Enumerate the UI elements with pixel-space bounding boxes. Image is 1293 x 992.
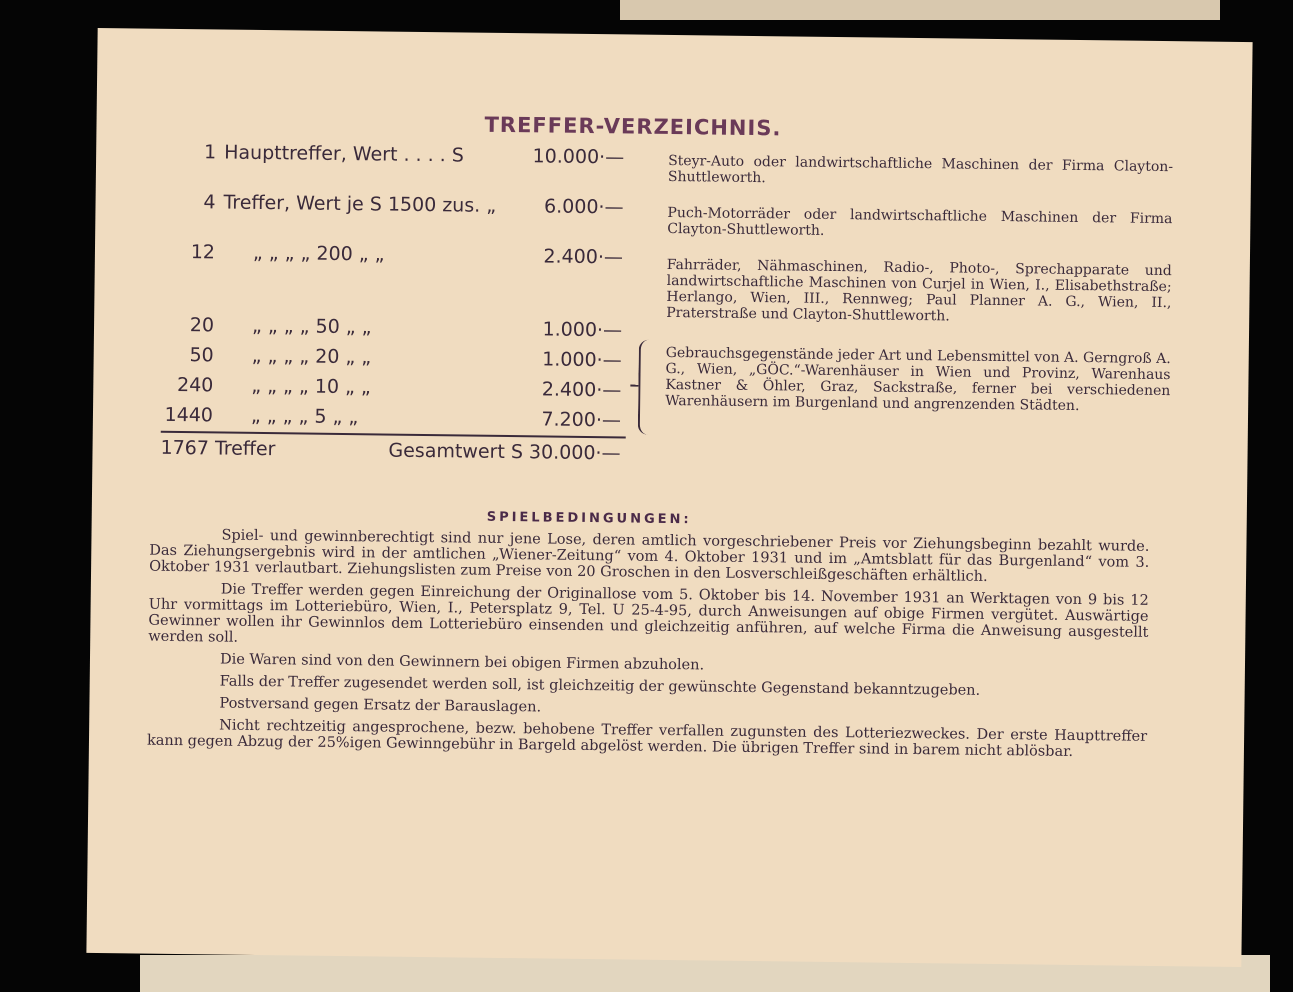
prize-text: „ „ „ „ 20 „ „: [251, 344, 372, 369]
total-count: 1767 Treffer: [160, 436, 276, 461]
prize-description: Puch-Motorräder oder landwirtschaftliche Maschinen der Firma Clayton-Shuttleworth.: [667, 204, 1173, 239]
prize-text: Treffer, Wert je S 1500 zus. „: [223, 191, 497, 217]
prize-text: „ „ „ „ 50 „ „: [251, 314, 372, 339]
group-brace-tip: [630, 385, 638, 387]
conditions-text: [147, 527, 1150, 767]
condition-paragraph: Nicht rechtzeitig angesprochene, bezw. behobene Treffer verfallen zugunsten des Lotteriezweckes. Der erste Haupttreffer kann gegen Abzug der 25%igen Gewinngebühr in Bargeld abgelöst werden. Die übrigen Treffer sind in barem nicht ablösbar.: [146, 717, 1148, 760]
prize-value: 7.200·—: [541, 408, 622, 432]
prize-count: 1: [203, 141, 217, 164]
prize-text: Haupttreffer, Wert . . . . S: [224, 141, 465, 167]
background-card-top: [620, 0, 1220, 20]
prize-value: 10.000·—: [532, 145, 625, 169]
condition-paragraph: Postversand gegen Ersatz der Barauslagen.: [219, 695, 542, 716]
prize-count: 50: [189, 344, 214, 367]
group-brace: [638, 340, 651, 435]
group-description: Gebrauchsgegenstände jeder Art und Lebensmittel von A. Gerngroß A. G., Wien, „GÖC.“-Warenhäuser in Wien und Provinz, Warenhaus Kastner & Öhler, Graz, Sackstraße, ferner bei verschiedenen Warenhäusern im Burgenland und angrenzenden Städten.: [665, 344, 1171, 415]
prize-description: Steyr-Auto oder landwirtschaftliche Maschinen der Firma Clayton-Shuttleworth.: [667, 152, 1174, 187]
lottery-ticket-back: [86, 28, 1252, 967]
prize-description: Fahrräder, Nähmaschinen, Radio-, Photo-, Sprechapparate und landwirtschaftliche Maschinen von Curjel in Wien, I., Elisabethstraße; Herlango, Wien, III., Rennweg; Paul Planner A. G., Wien, II., Praterstraße und Clayton-Shuttleworth.: [666, 256, 1172, 325]
prize-count: 20: [189, 314, 215, 337]
prize-value: 1.000·—: [542, 348, 622, 372]
prize-value: 1.000·—: [542, 318, 623, 342]
condition-paragraph: Die Treffer werden gegen Einreichung der Originallose vom 5. Oktober bis 14. November 1931 an Werktagen von 9 bis 12 Uhr vormittags im Lotteriebüro, Wien, I., Petersplatz 9, Tel. U 25-4-95, durch Anweisungen auf obige Firmen vergütet. Auswärtige Gewinner wollen ihr Gewinnlos dem Lotteriebüro einsenden und gleichzeitig anführen, auf welche Firma die Anweisung ausgestellt werden soll.: [148, 581, 1149, 646]
prize-count: 1440: [164, 403, 214, 427]
prize-count: 4: [203, 191, 216, 214]
prize-value: 2.400·—: [541, 378, 622, 402]
total-value: Gesamtwert S 30.000·—: [388, 439, 621, 465]
prize-text: „ „ „ „ 200 „ „: [252, 241, 385, 266]
condition-paragraph: Spiel- und gewinnberechtigt sind nur jene Lose, deren amtlich vorgeschriebener Preis vor Ziehungsbeginn bezahlt wurde. Das Ziehungsergebnis wird in der amtlichen „Wiener-Zeitung“ vom 4. Oktober 1931 und im „Amtsblatt für das Burgenland“ vom 3. Oktober 1931 verlautbart. Ziehungslisten zum Preise von 20 Groschen in den Losverschleißgeschäften erhältlich.: [149, 527, 1150, 585]
prize-list-title: TREFFER-VERZEICHNIS.: [484, 112, 782, 141]
prize-count: 12: [190, 241, 216, 264]
prize-value: 2.400·—: [543, 245, 624, 269]
prize-value: 6.000·—: [543, 195, 624, 219]
prize-row: [156, 141, 636, 177]
condition-paragraph: Die Waren sind von den Gewinnern bei obigen Firmen abzuholen.: [219, 651, 705, 674]
prize-count: 240: [176, 373, 214, 397]
condition-paragraph: Falls der Treffer zugesendet werden soll, ist gleichzeitig der gewünschte Gegenstand bekanntzugeben.: [219, 673, 981, 699]
total-row: [160, 437, 630, 469]
prize-text: „ „ „ „ 10 „ „: [251, 374, 371, 399]
prize-row: [155, 191, 635, 227]
prize-row: [155, 241, 635, 277]
conditions-title: SPIELBEDINGUNGEN:: [486, 509, 692, 528]
prize-text: „ „ „ „ 5 „ „: [250, 404, 359, 429]
